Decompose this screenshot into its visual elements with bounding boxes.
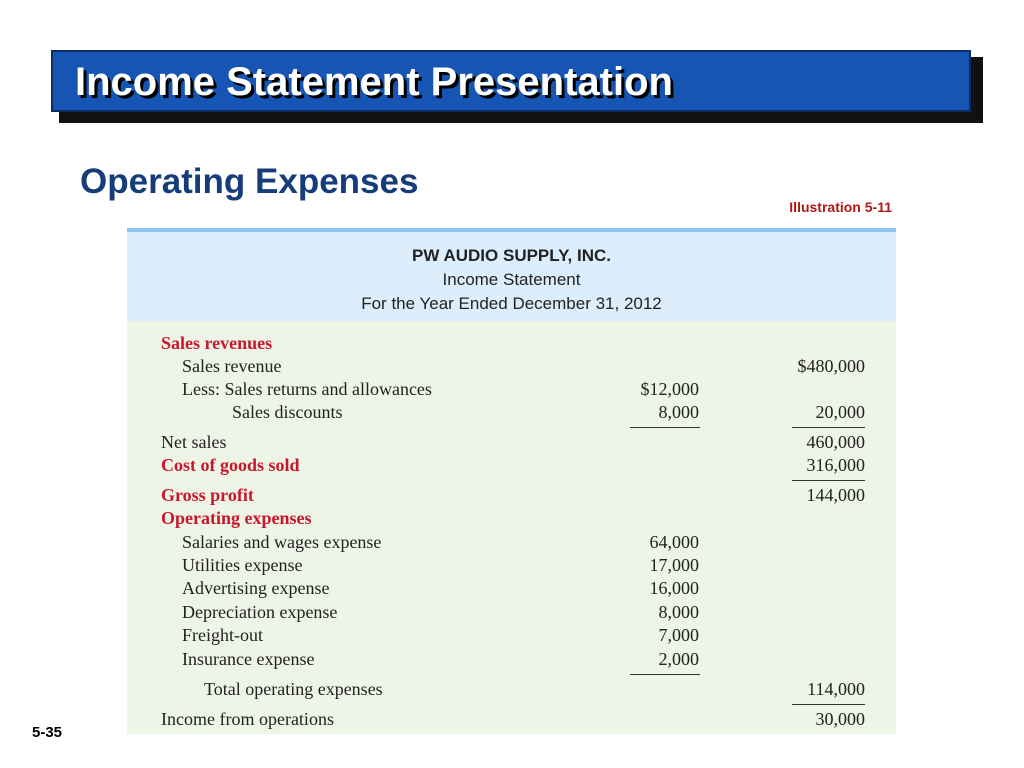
row-label: Insurance expense <box>182 649 315 669</box>
row-sales-returns <box>127 379 896 401</box>
row-total: $480,000 <box>797 356 865 376</box>
row-amount: 8,000 <box>658 402 699 422</box>
slide-title: Income Statement Presentation <box>75 60 673 104</box>
row-advertising <box>127 578 896 600</box>
statement-header <box>127 228 896 321</box>
row-total-operating-expenses <box>127 679 896 701</box>
row-total: 20,000 <box>815 402 865 422</box>
row-net-sales <box>127 432 896 454</box>
company-name: PW AUDIO SUPPLY, INC. <box>412 246 611 265</box>
row-label: Advertising expense <box>182 578 330 598</box>
row-label: Cost of goods sold <box>161 455 300 475</box>
row-total: 114,000 <box>807 679 865 699</box>
underline <box>792 480 865 481</box>
row-label: Operating expenses <box>161 508 312 528</box>
row-amount: 16,000 <box>649 578 699 598</box>
row-depreciation <box>127 602 896 624</box>
slide-subtitle: Operating Expenses <box>80 162 419 201</box>
row-salaries-wages <box>127 532 896 554</box>
row-label: Sales discounts <box>232 402 343 422</box>
row-total: 316,000 <box>806 455 865 475</box>
page-number: 5-35 <box>32 724 63 741</box>
row-freight-out <box>127 625 896 647</box>
row-sales-revenue <box>127 356 896 378</box>
row-label: Total operating expenses <box>204 679 383 699</box>
row-income-from-operations <box>127 709 896 731</box>
row-amount: 64,000 <box>649 532 699 552</box>
row-label: Sales revenue <box>182 356 282 376</box>
row-operating-expenses-heading <box>127 508 896 530</box>
row-utilities <box>127 555 896 577</box>
row-label: Income from operations <box>161 709 334 729</box>
row-label: Depreciation expense <box>182 602 338 622</box>
row-amount: 8,000 <box>658 602 699 622</box>
row-label: Freight-out <box>182 625 263 645</box>
row-label: Sales revenues <box>161 333 273 353</box>
row-total: 144,000 <box>806 485 865 505</box>
row-total: 460,000 <box>806 432 865 452</box>
row-label: Gross profit <box>161 485 254 505</box>
row-insurance <box>127 649 896 671</box>
row-label: Less: Sales returns and allowances <box>182 379 432 399</box>
income-statement <box>127 228 896 734</box>
row-label: Salaries and wages expense <box>182 532 382 552</box>
underline <box>792 427 865 428</box>
row-amount: 2,000 <box>658 649 699 669</box>
row-cost-of-goods-sold <box>127 455 896 477</box>
row-total: 30,000 <box>815 709 865 729</box>
row-sales-discounts <box>127 402 896 424</box>
row-label: Net sales <box>161 432 227 452</box>
underline <box>630 674 700 675</box>
illustration-label: Illustration 5-11 <box>789 199 892 215</box>
row-amount: 17,000 <box>649 555 699 575</box>
statement-type: Income Statement <box>442 270 581 289</box>
underline <box>792 704 865 705</box>
row-gross-profit <box>127 485 896 507</box>
row-sales-revenues-heading <box>127 333 896 355</box>
row-label: Utilities expense <box>182 555 303 575</box>
statement-period: For the Year Ended December 31, 2012 <box>361 294 662 313</box>
underline <box>630 427 700 428</box>
row-amount: 7,000 <box>658 625 699 645</box>
row-amount: $12,000 <box>640 379 699 399</box>
